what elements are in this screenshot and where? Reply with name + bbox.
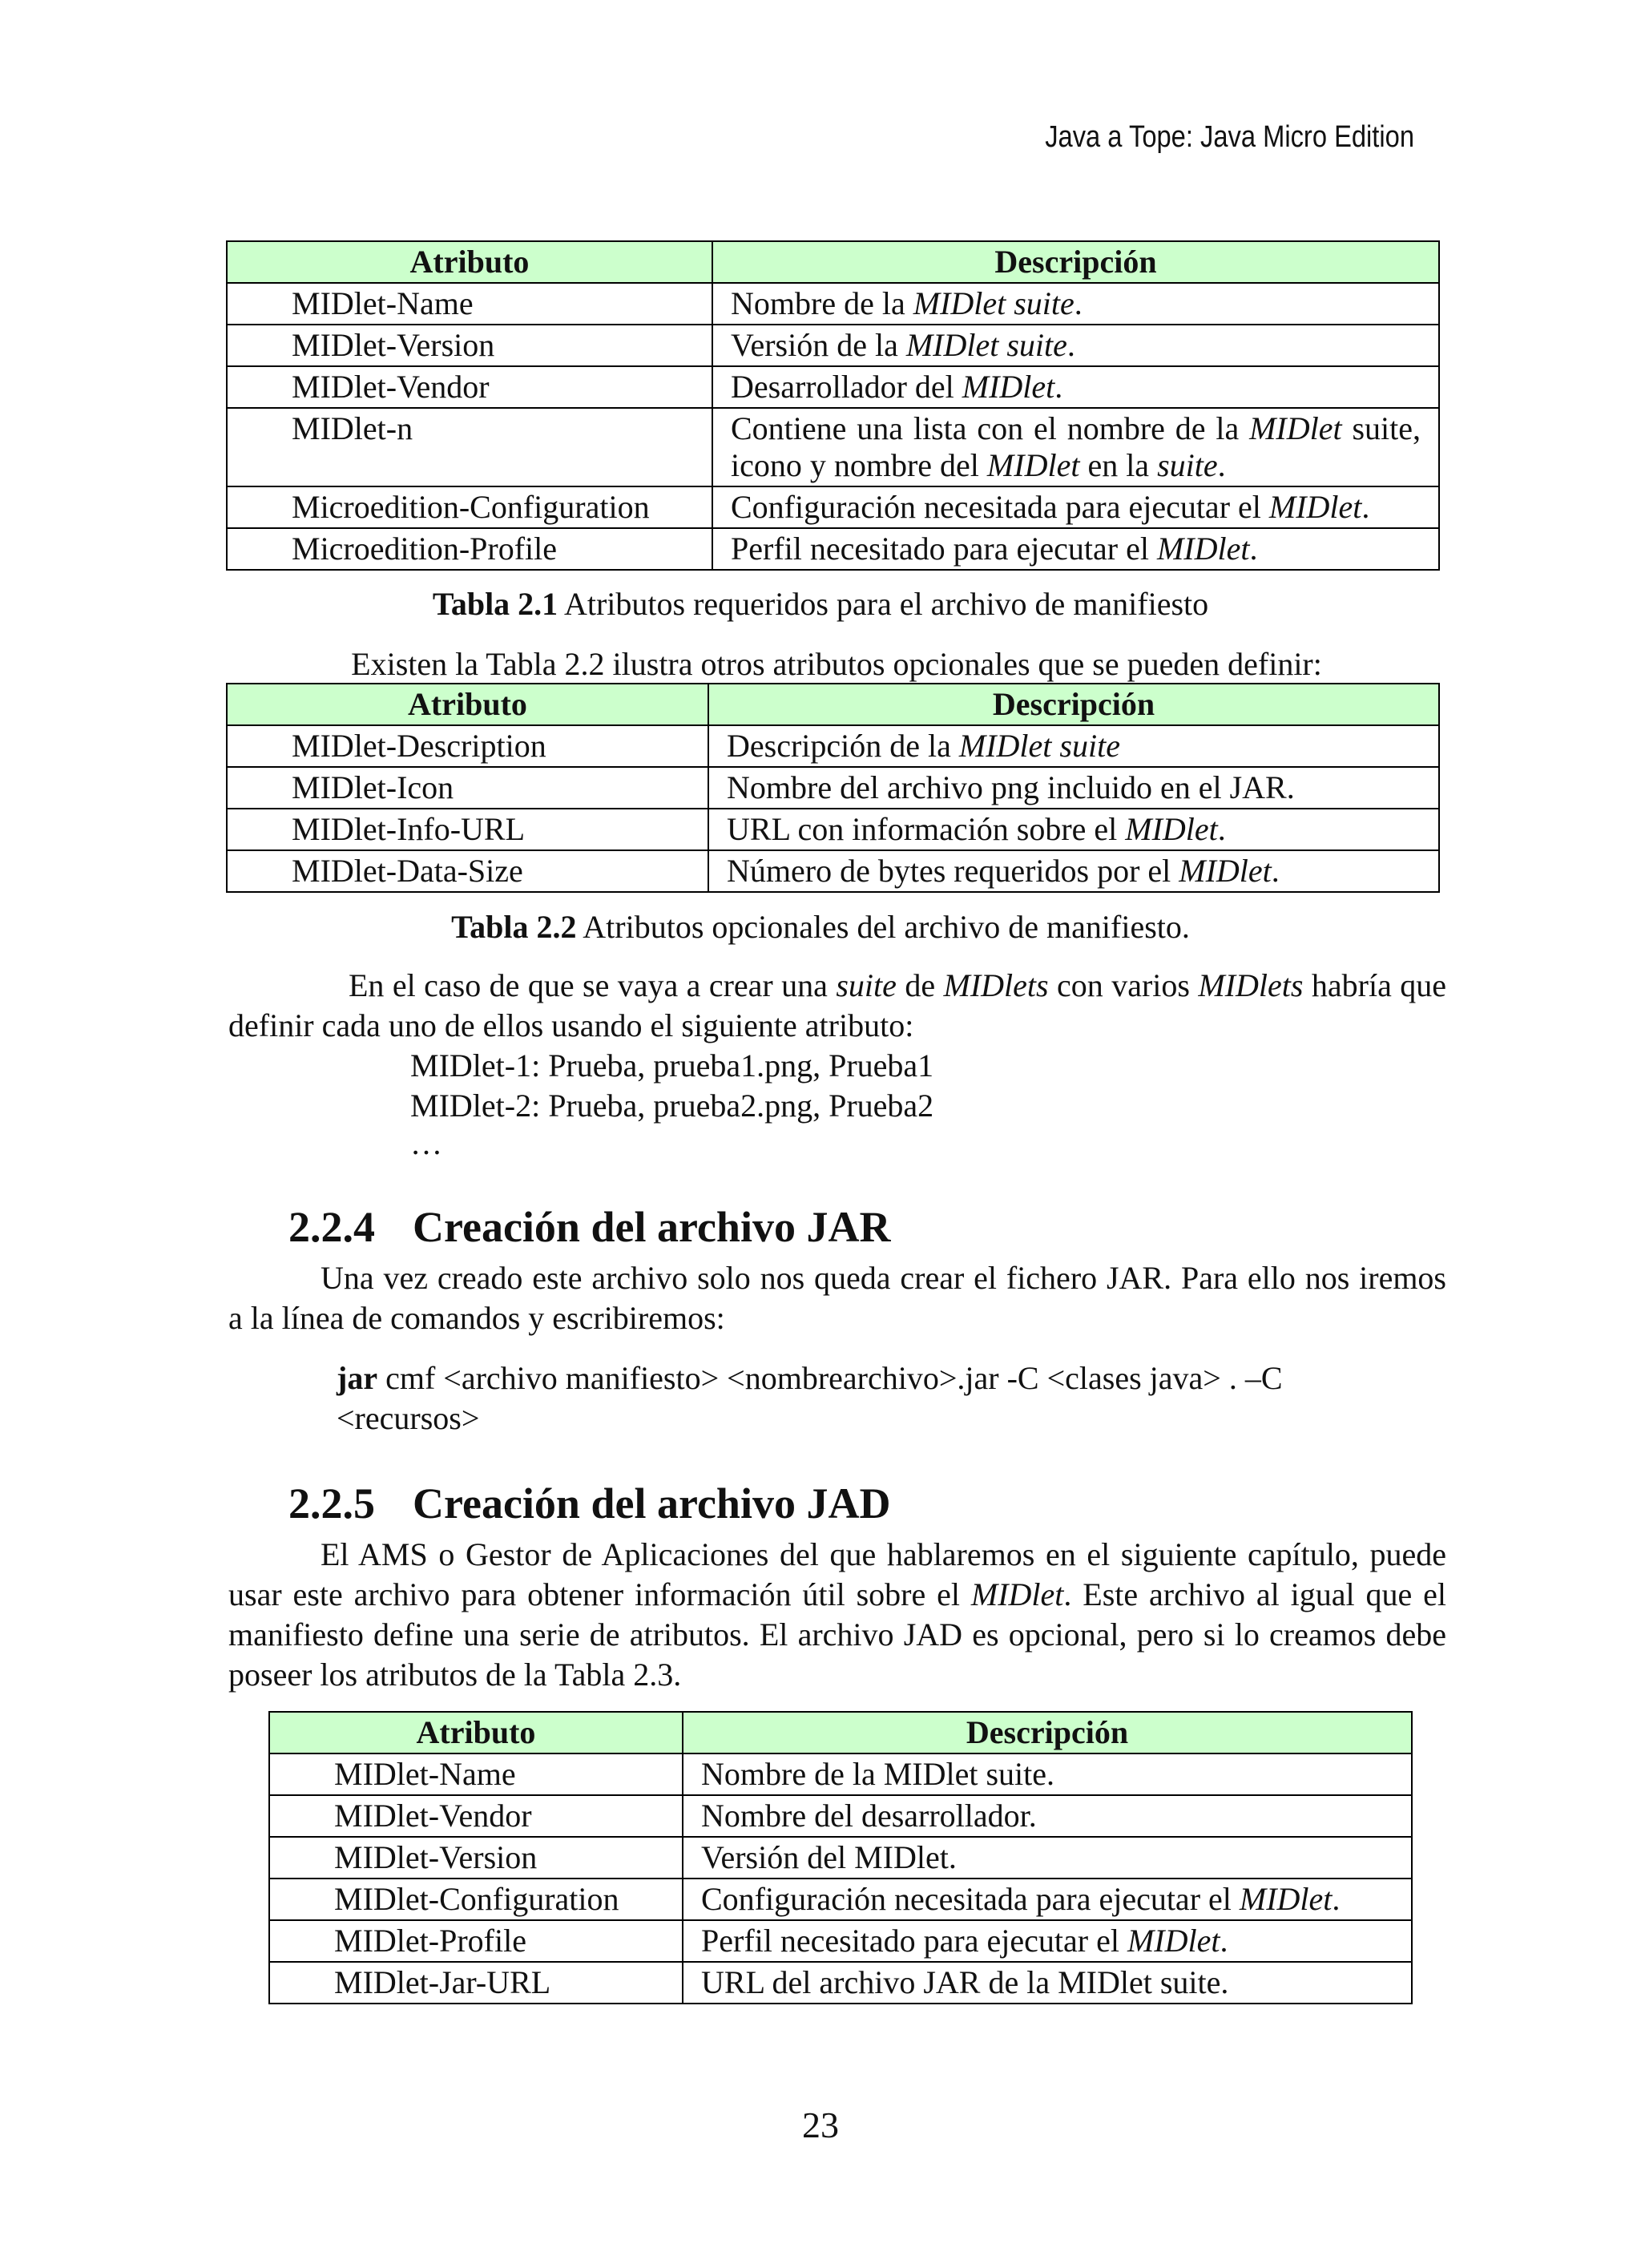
table-row: [227, 283, 1439, 325]
section-title: Creación del archivo JAR: [413, 1203, 891, 1251]
page-number: 23: [802, 2105, 839, 2145]
attribute-description-cell: Número de bytes requeridos por el MIDlet.: [708, 850, 1439, 892]
jar-command-args: cmf <archivo manifiesto> <nombrearchivo>.jar -C <clases java> . –C <recursos>: [337, 1360, 1283, 1436]
header-descripcion: Descripción: [683, 1712, 1412, 1753]
section-heading-224: [288, 1202, 890, 1252]
table1-caption: [0, 585, 1641, 623]
paragraph-jad: El AMS o Gestor de Aplicaciones del que hablaremos en el siguiente capítulo, puede usar este archivo para obtener información útil sobre el MIDlet. Este archivo al igual que el manifiesto define una serie de atributos. El archivo JAD es opcional, pero si lo creamos debe poseer los atributos de la Tabla 2.3.: [228, 1536, 1446, 1693]
table-required-attributes: [226, 240, 1440, 571]
table-row: [227, 408, 1439, 486]
attribute-description-cell: Versión del MIDlet.: [683, 1837, 1412, 1879]
table-header-row: [227, 684, 1439, 725]
table-row: [227, 325, 1439, 366]
attribute-description-cell: Nombre del desarrollador.: [683, 1795, 1412, 1837]
attribute-name-cell: MIDlet-Vendor: [269, 1795, 683, 1837]
attribute-description-cell: URL con información sobre el MIDlet.: [708, 809, 1439, 850]
table2-caption: [0, 908, 1641, 946]
section-number: 2.2.4: [288, 1203, 375, 1251]
attribute-description-cell: Descripción de la MIDlet suite: [708, 725, 1439, 767]
table-row: [227, 486, 1439, 528]
table-optional-attributes: [226, 683, 1440, 893]
table-header-row: [269, 1712, 1412, 1753]
table2-caption-label: Tabla 2.2: [451, 909, 577, 945]
table-row: [227, 366, 1439, 408]
attribute-name-cell: MIDlet-Icon: [227, 767, 708, 809]
table-jad-attributes: [268, 1711, 1413, 2004]
attribute-name-cell: MIDlet-Version: [227, 325, 712, 366]
section-number: 2.2.5: [288, 1479, 375, 1527]
attribute-name-cell: MIDlet-Info-URL: [227, 809, 708, 850]
table-header-row: [227, 241, 1439, 283]
table1-caption-label: Tabla 2.1: [432, 586, 558, 622]
table2-caption-text: Atributos opcionales del archivo de manifiesto.: [576, 909, 1190, 945]
table-row: [227, 725, 1439, 767]
attribute-description-cell: Versión de la MIDlet suite.: [712, 325, 1439, 366]
header-atributo: Atributo: [227, 241, 712, 283]
attribute-description-cell: Configuración necesitada para ejecutar el MIDlet.: [683, 1879, 1412, 1920]
attribute-name-cell: Microedition-Configuration: [227, 486, 712, 528]
table-row: [269, 1753, 1412, 1795]
attribute-name-cell: MIDlet-Name: [227, 283, 712, 325]
header-descripcion: Descripción: [708, 684, 1439, 725]
header-descripcion: Descripción: [712, 241, 1439, 283]
attribute-name-cell: MIDlet-Description: [227, 725, 708, 767]
header-atributo: Atributo: [269, 1712, 683, 1753]
attribute-name-cell: MIDlet-Name: [269, 1753, 683, 1795]
attribute-name-cell: MIDlet-Version: [269, 1837, 683, 1879]
code-line-1: MIDlet-1: Prueba, prueba1.png, Prueba1: [410, 1047, 934, 1084]
attribute-name-cell: MIDlet-Profile: [269, 1920, 683, 1962]
table-row: [269, 1879, 1412, 1920]
table-row: [227, 850, 1439, 892]
table2-intro: Existen la Tabla 2.2 ilustra otros atributos opcionales que se pueden definir:: [351, 646, 1322, 682]
attribute-name-cell: MIDlet-Configuration: [269, 1879, 683, 1920]
attribute-description-cell: Contiene una lista con el nombre de la MIDlet suite, icono y nombre del MIDlet en la suite.: [712, 408, 1439, 486]
attribute-description-cell: Nombre de la MIDlet suite.: [712, 283, 1439, 325]
table1-caption-text: Atributos requeridos para el archivo de manifiesto: [558, 586, 1209, 622]
attribute-description-cell: Configuración necesitada para ejecutar el MIDlet.: [712, 486, 1439, 528]
attribute-description-cell: Nombre del archivo png incluido en el JAR.: [708, 767, 1439, 809]
attribute-description-cell: Perfil necesitado para ejecutar el MIDlet.: [712, 528, 1439, 570]
paragraph-suite: En el caso de que se vaya a crear una suite de MIDlets con varios MIDlets habría que definir cada uno de ellos usando el siguiente atributo:: [228, 967, 1446, 1043]
attribute-description-cell: Nombre de la MIDlet suite.: [683, 1753, 1412, 1795]
table-row: [269, 1962, 1412, 2004]
attribute-description-cell: URL del archivo JAR de la MIDlet suite.: [683, 1962, 1412, 2004]
table-row: [227, 767, 1439, 809]
table-row: [269, 1837, 1412, 1879]
running-header: Java a Tope: Java Micro Edition: [1045, 120, 1414, 154]
code-line-2: MIDlet-2: Prueba, prueba2.png, Prueba2: [410, 1088, 934, 1124]
attribute-name-cell: MIDlet-n: [227, 408, 712, 486]
table-row: [227, 809, 1439, 850]
table-row: [227, 528, 1439, 570]
paragraph-jar: Una vez creado este archivo solo nos queda crear el fichero JAR. Para ello nos iremos a la línea de comandos y escribiremos:: [228, 1260, 1446, 1336]
jar-keyword: jar: [337, 1360, 378, 1396]
code-line-ellipsis: …: [410, 1125, 442, 1161]
attribute-name-cell: MIDlet-Jar-URL: [269, 1962, 683, 2004]
section-heading-225: [288, 1479, 890, 1528]
attribute-name-cell: Microedition-Profile: [227, 528, 712, 570]
header-atributo: Atributo: [227, 684, 708, 725]
jar-command: [337, 1358, 1378, 1439]
table-row: [269, 1795, 1412, 1837]
attribute-name-cell: MIDlet-Vendor: [227, 366, 712, 408]
attribute-name-cell: MIDlet-Data-Size: [227, 850, 708, 892]
attribute-description-cell: Perfil necesitado para ejecutar el MIDlet.: [683, 1920, 1412, 1962]
section-title: Creación del archivo JAD: [413, 1479, 891, 1527]
table-row: [269, 1920, 1412, 1962]
attribute-description-cell: Desarrollador del MIDlet.: [712, 366, 1439, 408]
